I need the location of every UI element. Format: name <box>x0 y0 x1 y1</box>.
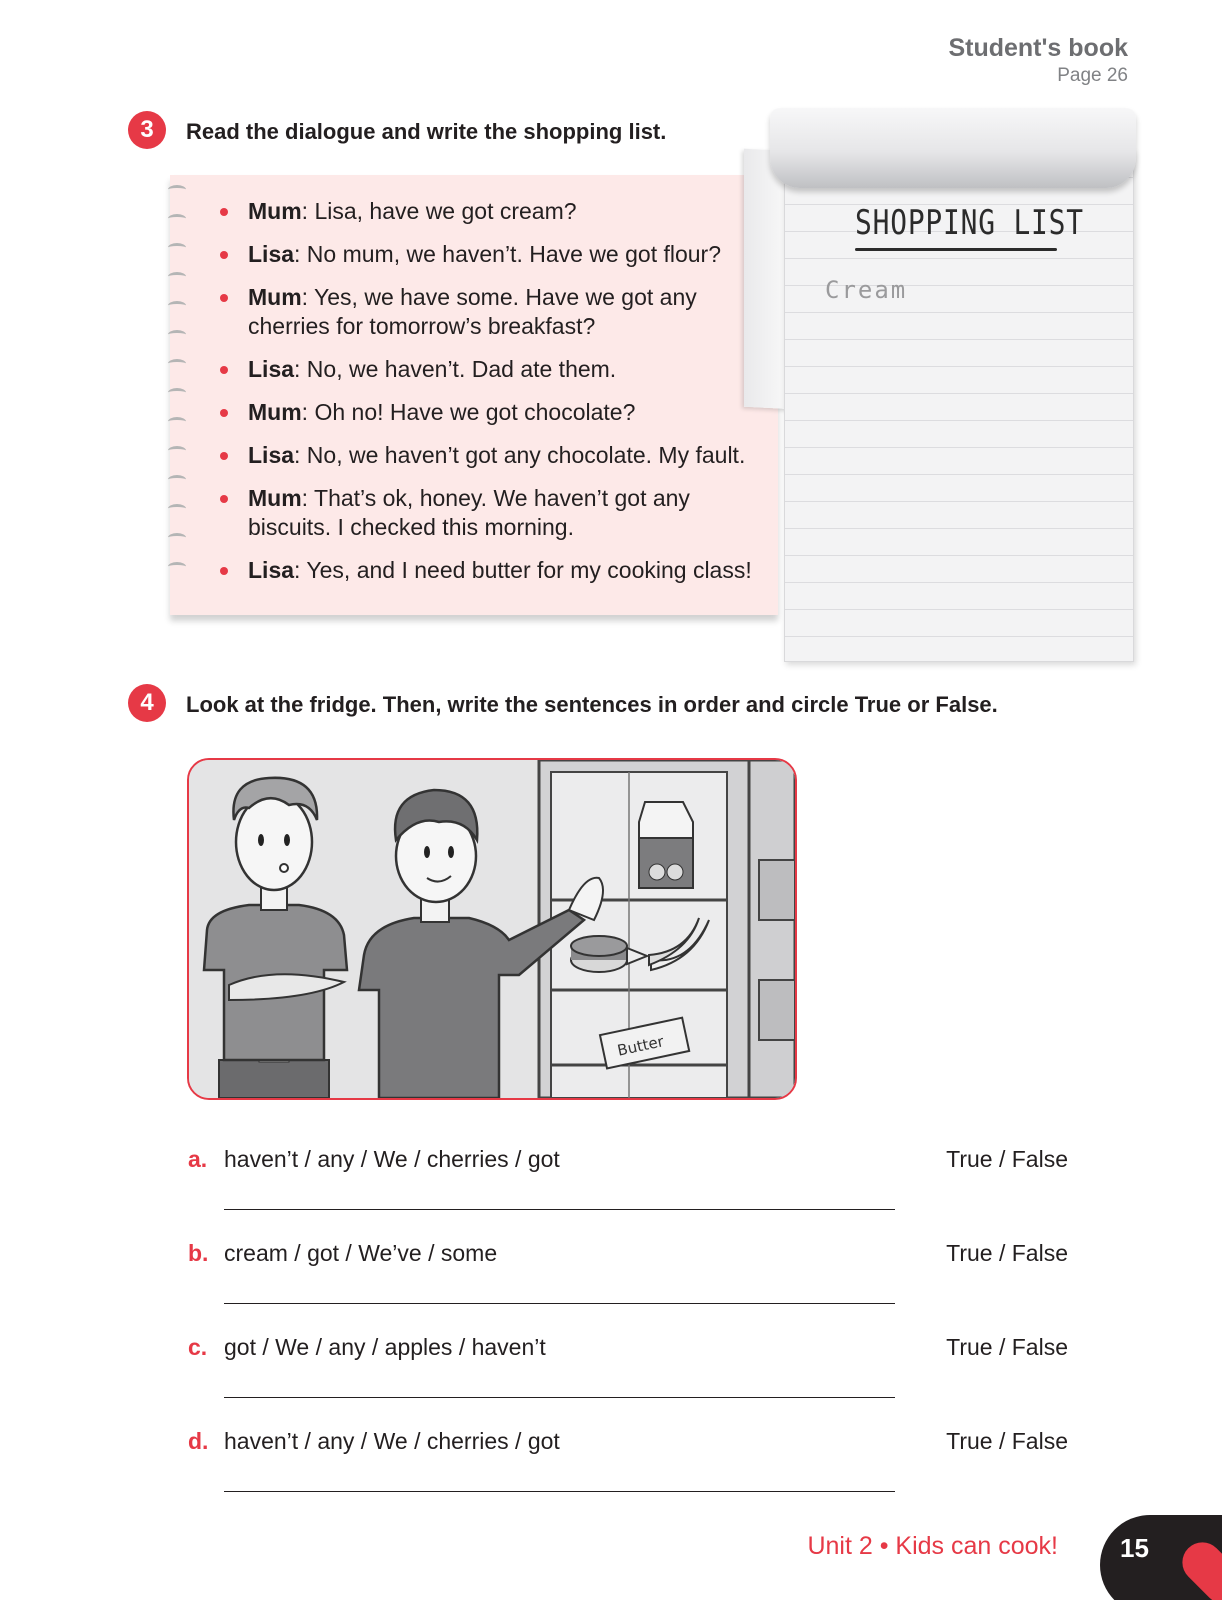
dialogue-line <box>220 197 780 226</box>
shopping-list-item[interactable]: Cream <box>825 276 908 304</box>
exercise-3-number: 3 <box>128 111 166 149</box>
book-page-ref: Page 26 <box>1057 65 1128 86</box>
fridge-illustration <box>187 758 797 1100</box>
answer-line[interactable] <box>224 1397 895 1398</box>
true-false-choice[interactable]: True / False <box>946 1428 1068 1454</box>
dialogue-line <box>220 556 780 585</box>
instruction-text: . <box>991 692 998 717</box>
dialogue-line <box>220 441 780 470</box>
fridge-scene <box>189 760 795 1098</box>
scrambled-words: got / We / any / apples / haven’t <box>224 1334 546 1360</box>
dialogue-line <box>220 398 780 427</box>
keyword-false: False <box>935 692 992 717</box>
true-false-choice[interactable]: True / False <box>946 1240 1068 1266</box>
instruction-text: or <box>901 692 936 717</box>
speaker: Mum <box>248 198 302 224</box>
dialogue-line <box>220 355 780 384</box>
sentence-letter: d. <box>188 1428 209 1454</box>
scrambled-words: haven’t / any / We / cherries / got <box>224 1428 560 1454</box>
exercise-4-number: 4 <box>128 684 166 722</box>
shopping-list-underline <box>855 248 1057 251</box>
sentence-a <box>188 1146 1068 1206</box>
sentence-c <box>188 1334 1068 1394</box>
true-false-choice[interactable]: True / False <box>946 1334 1068 1360</box>
line-text: : That’s ok, honey. We haven’t got any biscuits. I checked this morning. <box>248 485 690 540</box>
line-text: : No, we haven’t. Dad ate them. <box>294 356 617 382</box>
fridge-door <box>749 760 795 1098</box>
unit-title: Unit 2 • Kids can cook! <box>807 1532 1058 1560</box>
sentence-letter: b. <box>188 1240 209 1266</box>
sentence-letter: a. <box>188 1146 208 1172</box>
true-false-choice[interactable]: True / False <box>946 1146 1068 1172</box>
answer-line[interactable] <box>224 1303 895 1304</box>
line-text: : Lisa, have we got cream? <box>301 198 577 224</box>
dialogue-line <box>220 240 780 269</box>
page-number-badge <box>1100 1515 1222 1600</box>
page-header <box>948 34 1128 87</box>
speaker: Lisa <box>248 557 295 583</box>
shopping-list-title: SHOPPING LIST <box>855 203 1084 243</box>
exercise-3-instruction: Read the dialogue and write the shopping list. <box>186 119 667 144</box>
line-text: : Oh no! Have we got chocolate? <box>301 399 636 425</box>
notepad-curled-top <box>770 108 1136 188</box>
dialogue-line <box>220 283 780 341</box>
scrambled-words: cream / got / We’ve / some <box>224 1240 498 1266</box>
exercise-4-instruction <box>186 692 998 718</box>
speaker: Lisa <box>248 356 295 382</box>
scrambled-words: haven’t / any / We / cherries / got <box>224 1146 560 1172</box>
line-text: : No, we haven’t got any chocolate. My fault. <box>294 442 746 468</box>
answer-line[interactable] <box>224 1209 895 1210</box>
dialogue-card <box>170 175 778 615</box>
instruction-text: Look at the fridge. Then, write the sentences in order and circle <box>186 692 855 717</box>
pencil-icon <box>1174 1534 1222 1600</box>
answer-line[interactable] <box>224 1491 895 1492</box>
keyword-true: True <box>854 692 902 717</box>
speaker: Lisa <box>248 442 295 468</box>
line-text: : No mum, we haven’t. Have we got flour? <box>294 241 722 267</box>
speaker: Lisa <box>248 241 295 267</box>
sentence-b <box>188 1240 1068 1300</box>
dialogue-list <box>220 197 780 599</box>
book-title: Student's book <box>948 34 1128 62</box>
dialogue-line <box>220 484 780 542</box>
butter-label: Butter <box>615 1032 666 1060</box>
sentence-d <box>188 1428 1068 1488</box>
speaker: Mum <box>248 399 302 425</box>
page-number: 15 <box>1120 1533 1149 1563</box>
speaker: Mum <box>248 485 302 511</box>
spiral-binding <box>168 185 190 605</box>
sentence-letter: c. <box>188 1334 208 1360</box>
line-text: : Yes, we have some. Have we got any cherries for tomorrow’s breakfast? <box>248 284 697 339</box>
line-text: : Yes, and I need butter for my cooking class! <box>294 557 752 583</box>
milk-carton-icon <box>639 802 693 888</box>
speaker: Mum <box>248 284 302 310</box>
